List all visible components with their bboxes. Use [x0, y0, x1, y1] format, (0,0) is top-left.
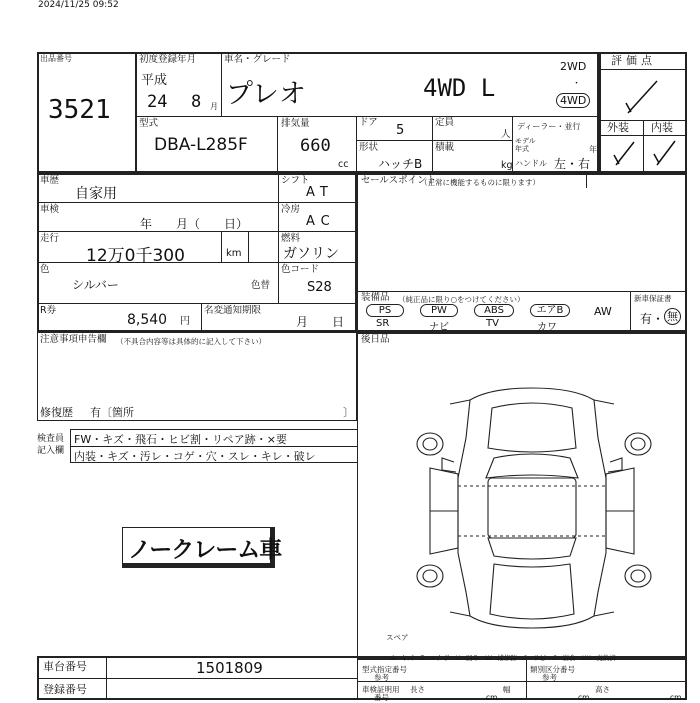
score-slash-mark	[622, 78, 662, 116]
name-change-value: 月 日	[296, 315, 345, 329]
warranty-value: 有・	[640, 312, 665, 326]
equipment-airbag: エアB	[530, 304, 570, 317]
color-code-label: 色コード	[281, 264, 320, 275]
drive-4wd-circled: 4WD	[556, 93, 590, 108]
chassis-label: 車台番号	[43, 660, 87, 673]
equipment-pw: PW	[420, 304, 458, 317]
equipment-tv: TV	[486, 318, 499, 329]
interior-slash-mark	[652, 139, 678, 167]
sales-point-note: （正常に機能するものに限ります）	[420, 178, 540, 187]
reg-year: 24	[147, 92, 168, 112]
history: 自家用	[75, 186, 117, 202]
mileage-label: 走行	[40, 233, 60, 244]
height-label: 高さ	[595, 685, 610, 694]
equipment-label: 装備品	[361, 292, 390, 303]
equipment-abs: ABS	[474, 304, 514, 317]
length-label: 長さ	[410, 685, 425, 694]
repair-value: 有〔箇所	[90, 406, 134, 419]
door-label: ドア	[359, 117, 378, 128]
grade: 4WD L	[423, 74, 496, 102]
inspection-label: 車検	[40, 204, 60, 215]
no-claim-text: ノークレーム車	[128, 536, 282, 563]
spare-label: スペア	[386, 633, 409, 642]
handle-label: ハンドル	[515, 159, 547, 168]
load-label: 積載	[435, 142, 455, 153]
vehicle-no-label: 車検証明用	[362, 685, 400, 694]
inspector-row-1: FW・キズ・飛石・ヒビ割・リペア跡・×要	[74, 433, 287, 446]
color-change-label: 色替	[251, 280, 271, 291]
shift: AT	[306, 185, 334, 200]
notes-label: 注意事項申告欄	[40, 334, 107, 345]
equipment-navi: ナビ	[429, 322, 449, 333]
ac: AC	[306, 214, 336, 229]
handle-value: 左・右	[554, 157, 591, 171]
person-unit: 人	[501, 129, 511, 140]
model-label: 型式	[139, 118, 159, 129]
lot-number: 3521	[48, 95, 111, 125]
chassis-number: 1501809	[196, 659, 263, 677]
equipment-aw: AW	[594, 305, 612, 318]
vehicle-no-sub: 番号	[374, 693, 389, 702]
car-damage-diagram	[410, 378, 670, 648]
warranty-label: 新車保証書	[634, 294, 672, 303]
displacement: 660	[300, 136, 331, 156]
car-name: プレオ	[226, 79, 306, 110]
width-unit: cm	[578, 693, 590, 702]
warranty-circled: 無	[664, 308, 681, 325]
equipment-sr: SR	[376, 318, 390, 329]
inspection-value: 年 月（ 日）	[140, 217, 249, 231]
model: DBA-L285F	[154, 135, 248, 155]
lot-label: 出品番号	[40, 54, 72, 63]
ac-label: 冷房	[281, 204, 301, 215]
history-label: 車歴	[40, 175, 60, 186]
inspector-row-2: 内装・キズ・汚レ・コゲ・穴・スレ・キレ・破レ	[74, 450, 316, 463]
height-unit: cm	[670, 693, 682, 702]
recycle-label: R券	[40, 305, 57, 316]
fuel: ガソリン	[283, 246, 339, 262]
repair-label: 修復歴	[40, 406, 73, 419]
yen-unit: 円	[180, 316, 190, 327]
equipment-note: （純正品に限り○をつけてください）	[398, 295, 525, 304]
inspector-label: 検査員記入欄	[37, 434, 65, 456]
mileage: 12万0千300	[86, 246, 185, 266]
year-unit: 年	[589, 145, 597, 154]
shape: ハッチB	[378, 157, 423, 171]
displacement-label: 排気量	[281, 118, 310, 129]
sales-point-label: セールスポイント	[361, 175, 437, 186]
model-year-label: モデル年式	[515, 137, 536, 153]
exterior-label: 外装	[607, 121, 629, 134]
color-code: S28	[307, 280, 332, 295]
capacity-label: 定員	[435, 117, 455, 128]
color-label: 色	[40, 264, 50, 275]
registration-label: 登録番号	[43, 683, 87, 696]
notes-note: （不具合内容等は具体的に記入して下さい）	[116, 337, 266, 346]
shift-label: シフト	[281, 175, 310, 186]
dealer-label: ディーラー・並行	[517, 122, 581, 131]
score-label: 評価点	[611, 54, 656, 67]
category-label: 類別区分番号	[530, 665, 575, 674]
category-sub: 参考	[542, 673, 557, 682]
timestamp: 2024/11/25 09:52	[38, 0, 119, 10]
rear-seat-label: 後日品	[361, 334, 390, 345]
damage-legend: A−キズ E−エクボ U−凹み W−補修跡 S−サビ C−腐食 XX−交換済	[391, 654, 616, 662]
kg-unit: kg	[501, 160, 513, 171]
equipment-ps: PS	[366, 304, 404, 317]
drive-dot: ・	[572, 79, 582, 89]
drive-2wd: 2WD	[560, 60, 587, 73]
type-designation-sub: 参考	[374, 673, 389, 682]
shape-label: 形状	[359, 142, 379, 153]
name-grade-label: 車名・グレード	[224, 54, 291, 65]
cc-unit: cc	[338, 159, 349, 170]
equipment-leather: カワ	[537, 322, 557, 333]
month-unit: 月	[210, 102, 218, 111]
doors: 5	[396, 123, 405, 138]
color: シルバー	[72, 278, 119, 292]
reg-month: 8	[191, 92, 202, 112]
length-unit: cm	[486, 693, 498, 702]
exterior-slash-mark	[612, 140, 638, 168]
fuel-label: 燃料	[281, 233, 301, 244]
recycle-amount: 8,540	[127, 312, 168, 328]
name-change-label: 名変通知期限	[204, 305, 262, 316]
type-designation-label: 型式指定番号	[362, 665, 407, 674]
sales-equipment-box	[357, 173, 687, 332]
first-reg-label: 初度登録年月	[139, 54, 197, 65]
km-unit: km	[226, 248, 242, 259]
width-label: 幅	[503, 685, 511, 694]
interior-label: 内装	[651, 121, 673, 134]
era: 平成	[141, 73, 168, 88]
repair-close: 〕	[343, 406, 354, 419]
